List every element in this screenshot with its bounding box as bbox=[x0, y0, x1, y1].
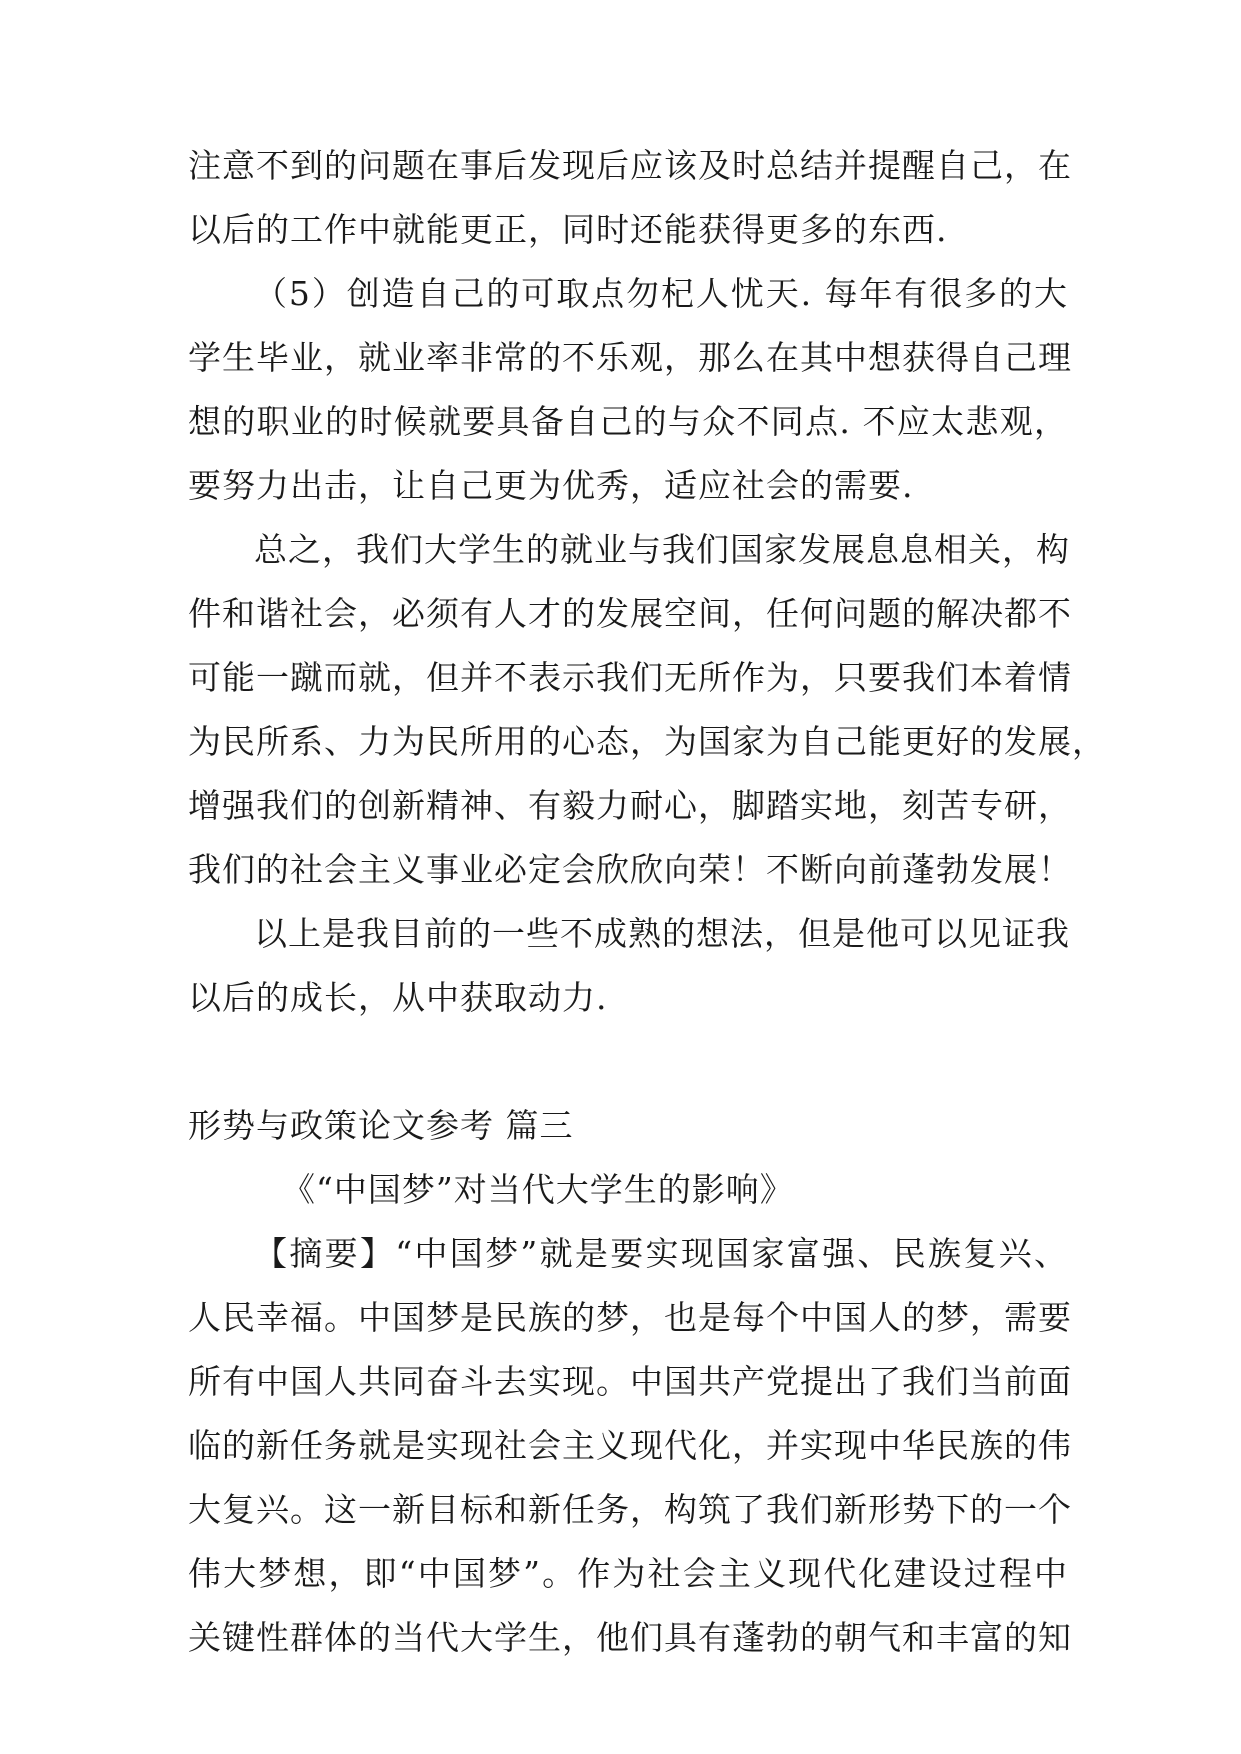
text-line: 想的职业的时候就要具备自己的与众不同点. 不应太悲观， bbox=[188, 402, 1068, 441]
abstract-line: 【摘要】“中国梦”就是要实现国家富强、民族复兴、 bbox=[254, 1234, 1068, 1273]
text-line: 为民所系、力为民所用的心态，为国家为自己能更好的发展， bbox=[188, 722, 1106, 761]
text-line: 学生毕业，就业率非常的不乐观，那么在其中想获得自己理 bbox=[188, 338, 1072, 377]
abstract-line: 人民幸福。中国梦是民族的梦，也是每个中国人的梦，需要 bbox=[188, 1298, 1072, 1337]
article-title: 《“中国梦”对当代大学生的影响》 bbox=[282, 1170, 794, 1209]
text-line: 以上是我目前的一些不成熟的想法，但是他可以见证我 bbox=[254, 914, 1070, 953]
text-line: 增强我们的创新精神、有毅力耐心，脚踏实地，刻苦专研， bbox=[188, 786, 1072, 825]
abstract-line: 临的新任务就是实现社会主义现代化，并实现中华民族的伟 bbox=[188, 1426, 1072, 1465]
text-line: 要努力出击，让自己更为优秀，适应社会的需要. bbox=[188, 466, 914, 505]
text-line: 以后的工作中就能更正，同时还能获得更多的东西. bbox=[188, 210, 948, 249]
text-line: 我们的社会主义事业必定会欣欣向荣！不断向前蓬勃发展！ bbox=[188, 850, 1072, 889]
abstract-line: 关键性群体的当代大学生，他们具有蓬勃的朝气和丰富的知 bbox=[188, 1618, 1072, 1657]
abstract-line: 所有中国人共同奋斗去实现。中国共产党提出了我们当前面 bbox=[188, 1362, 1072, 1401]
text-line: 以后的成长，从中获取动力. bbox=[188, 978, 608, 1017]
abstract-line: 伟大梦想，即“中国梦”。作为社会主义现代化建设过程中 bbox=[188, 1554, 1068, 1593]
text-line: （5）创造自己的可取点勿杞人忧天. 每年有很多的大 bbox=[254, 274, 1068, 313]
text-line: 可能一蹴而就，但并不表示我们无所作为，只要我们本着情 bbox=[188, 658, 1072, 697]
text-line: 总之，我们大学生的就业与我们国家发展息息相关，构 bbox=[254, 530, 1070, 569]
abstract-line: 大复兴。这一新目标和新任务，构筑了我们新形势下的一个 bbox=[188, 1490, 1072, 1529]
section-heading: 形势与政策论文参考 篇三 bbox=[188, 1106, 574, 1145]
text-line: 件和谐社会，必须有人才的发展空间，任何问题的解决都不 bbox=[188, 594, 1072, 633]
text-line: 注意不到的问题在事后发现后应该及时总结并提醒自己，在 bbox=[188, 146, 1072, 185]
